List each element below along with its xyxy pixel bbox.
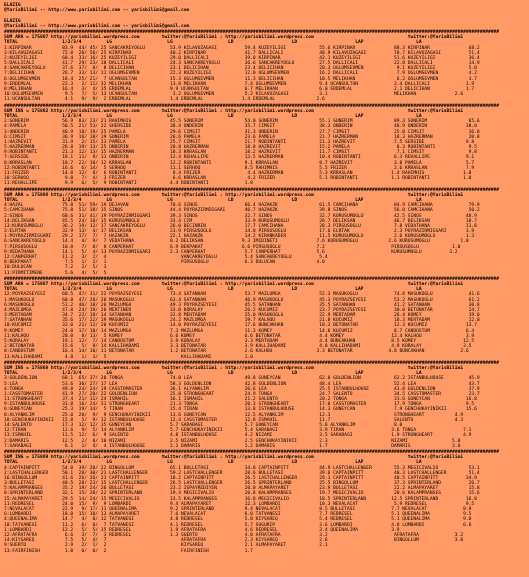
section-title: SUM INS = 175868 http://yarisbilimi.wordpress.com twitter:@YarisBilimi : http://yarisbilimi.wordpress.com twitter:@YarisBilimi — [4, 365, 464, 371]
table-row: 4:TONGA 49.0 24/ 24/ 19 CASSTOMASTER 36.1 ALYANKLIM 26.6 LEA 25.5 ISTANBULHOUSE 43.8 GOLDENLION 37.9 — [4, 386, 480, 392]
table-row: 2:DAMARIS 12.5 2/ 8/ 10 NIZAMI 2.5 NIZAMI 2.5 GENCHUKAYINIKII 2.3 NIZAMI 5.0 — [4, 438, 461, 444]
section-rule: ################################################################################################################################################################################### — [4, 360, 500, 366]
table-row: 8:SPRINTERLAND 32.1 15/ 20/ 22 SPRINTERLAND 19.4 MEGICIVALIO 20.8 KALAMPRANSES 19.7 MEGICIVALIO 20.6 KALAMPRANSES 15.6 — [4, 491, 480, 497]
section-columns: TOTAL 1/2/3/4 LG LG LD LD LAP LA — [4, 460, 422, 466]
table-row: 13:KALLIHADAMI 4.8 1/ 3/ 5 KALLIHADAMI 1.0 — [4, 354, 253, 360]
table-row: 11:KALHOU 20.0 8/ 13/ 5 KOMEY 6.6 KOMEY 6.6 BETONATAR 4.4 KOMEY 12.4 KALHOU 3.9 — [4, 333, 475, 339]
section-rule: ################################################################################################################################################################################### — [4, 103, 500, 109]
table-row: 2:SONERIM 56.9 83/ 23/ 21 RAHIMHIS 45.5 SONERIM 54.0 SONERIM 55.1 SONERIM 89.3 SONERIM 65.6 — [4, 119, 480, 125]
table-row: 10:SERHOQ 9.0 7/ 4/ 3 FRIZER 6.6 KRRASLAN 4.2 FRIZER 5.1 ROBINTANTI 1.1 ROBINTANTI 1.0 — [4, 176, 472, 182]
race-section — [4, 450, 525, 554]
table-row: 6:GUNEYCAN 25.3 19/ 14/ 5 TIRAN 15.4 TIRAN 13.8 ISTANBULHOUSE 14.3 GUNEYCAN 7.9 GENCHUKAYINIKII 15.6 — [4, 407, 477, 413]
table-row: 6:LOMBARDI 18.0 15/ 10/ 13 ALMAPAYARET 7.6 NEVALACAT 6.0 TATVANESI 7.7 REDRESEL 5.1 QUEENALIMA 9.5 — [4, 512, 472, 518]
table-row: 3:GOLDENLION 68.1 65/ 37/ 20 TONGA 74.0 LEA 49.8 GUNEYCAN 62.0 GOLDENLION 62.2 ISTANBULHOUSE 45.9 — [4, 376, 480, 382]
table-row: 5:KORALAY 19.1 12/ 7/ 14 CANDOSTUM 3.9 KORALAY 3.3 MERTADAM 4.4 BUNCAKHAN 8.5 KOMEY 12.5 — [4, 339, 475, 344]
table-row: 7:SERSIDE 18.1 11/ 9/ 11 ONDERIN 12.4 REHALLIPE 13.5 HAZRERMAN 10.4 ROBINTANTI 6.3 REHALLIPE 9.1 — [4, 155, 475, 161]
table-row: 7:NEVALACAT 22.9 9/ 17/ 11 QUEENALIMA 9.2 SPRINTERLAND 9.4 NEVALACAT 8.5 BULLETASI 7.7 NEVALACAT 8.9 — [4, 507, 472, 512]
section-rule: ################################################################################################################################################################################### — [4, 449, 500, 455]
table-row: 13:ISMAHIL 11.5 12/ 6/ 9 SALENTO 4.8 ISTANBULHOUSE 4.2 NIZAMI 3.5 SARABAGI 1.9 STRONGHEART 4.9 — [4, 433, 472, 439]
table-row: 3:MERTADAM 34.7 22/ 18/ 14 SATANHAN 32.8 MEHTADAM 25.0 MASUKOGLU 22.9 MERTADAM 26.4 KOMEY 19.0 — [4, 313, 480, 319]
table-row: 12:AFRATAFRA 6.6 3/ 7/ 3 REDRESEL 1.3 SUERTO 4.0 AFRATAFRA 3.2 AFRATAFRA 3.2 — [4, 532, 464, 538]
table-row: 4:MAZLUMGA 47.8 24/ 19/ 20 MERTINER 33.0 KORALAY 26.2 KUCUMIZ 23.7 POYRAZSEYESI 30.0 BETONATAR 24.7 — [4, 307, 480, 313]
table-row: 12:ROBINTANTI 16.6 6/ 14/ 5 SERHOQ 11.1 SERHOQ 8.5 RAHIMHIS 5.5 FRIZER 2.6 KRRASLAN 7.9 — [4, 165, 475, 171]
table-row: 11:PIRMITIMENE 5.6 4/ 5/ 5 — [4, 270, 107, 276]
section-columns: TOTAL 1/2/3/4 LG LG LD LD LAP LA — [4, 40, 422, 46]
table-row: 12:POYRAZSEYESI 68.5 47/ 31/ 22 POYRAZSEYESI 73.4 SATANHAN 53.7 MAZLUMGA 52.3 MASUKOGLU 74.8 MASUKOGLU 41.6 — [4, 292, 480, 298]
race-section — [4, 361, 525, 449]
table-row: 4:CAPTAINPITT 54.0 39/ 20/ 22 BINGOLLUM 65.1 BULLETASI 34.0 CAPTAINPITT 44.9 LASTCHALLENGER 55.3 MEGICIVALIO 53.1 — [4, 465, 480, 471]
table-row: 6:CIMSIT 36.9 16/ 18/ 19 SONERIM 26.6 PAMELA 23.6 PAMELA 21.7 HAZRERMAN 18.3 HAZRERMAN 20.8 — [4, 134, 480, 140]
section-columns: TOTAL 1/2/3/4 LG LG LD LD LAP LA — [4, 287, 422, 293]
table-row: 10:TATVANESI 11.2 6/ 8/ 7 TATVANESI 4.1 REDRESEL 5.7 SUGURIP 3.6 LOMBARDI 4.8 LOMBARDI 6.6 — [4, 522, 472, 528]
table-row: 14:KIYSAREQ 7.5 5/ 4/ 7 AFRATAFRA 2.3 KIYSAREQ 2.6 BINGOLLUM 3.0 — [4, 538, 464, 544]
table-row: 8:ALYANKLIM 25.0 20/ 9/ 9 GENCHUKAYINIKII 13.6 GUNEYCAN 12.5 ALYANKLIM 12.3 STRONGHEART 4.9 — [4, 412, 464, 418]
table-row: 4:QUEENALIMA 14.7 4/ 8/ 12 TATVANESI 4.8 REDRESEL 5.8 KIYSAREQ 5.4 REDRESEL 5.1 QUEENALIMA 9.0 — [4, 517, 472, 523]
table-row: 3:KILAVUZAGASI 72.8 20/ 56/ 25 KIRPINAR 40.2 KIRPINAR 41.7 DALLICALI 48.9 KILAVUZAGASI 78.7 KILAVUZAGASI 51.4 — [4, 50, 480, 56]
table-row: 9:KOMEY 24.0 17/ 10/ 14 MAZLUMGA 7.3 MAZLUMGA 11.3 KOMEY 14.6 KUCUMIZ 8.7 CANDOSTUM 6.4 — [4, 328, 475, 334]
table-row: 7:PIRSUSOGLU 10.8 7/ 8/ 8 CANPERHAT 6.9 BEKPAKAT 6.6 PIRSUSOGLU 7.2 PIRSUSOGLU 1.0 — [4, 244, 461, 250]
table-row: 1:KIRPINAR 83.9 44/ 45/ 25 SANCAKREYOGLU 53.9 KILAVUZAGASI 59.4 KUZEYILIGI 55.6 KIRPINAR 88.3 KIRPINAR 68.2 — [4, 45, 480, 51]
section-columns: TOTAL 1/2/3/4 LG LG LD LD LAP LA — [4, 371, 422, 377]
table-row: 12:CANPERHAT 11.2 3/ 2/ 4 VANCAKREYOGLU 5.4 SANCAKREYOGLU 5.4 — [4, 255, 328, 260]
table-row: 2:BETONATAR 15.6 5/ 8/ 14 KALLIHADAMI 3.3 BETONATAR 3.9 KALLIHADAMI 4.0 KALLIHADAMI 4.9 KORALAY 3.5 — [4, 344, 472, 350]
table-row: 9:ROBINTANTI 21.3 12/ 13/ 15 HAZRERMAN 18.3 KRRASLAN 18.2 HAZREVIT 11.7 CIMSIT 7.1 CIMSIT 9.8 — [4, 150, 477, 156]
table-row: 12:TIRAN 12.6 9/ 5/ 14 ALYANKLIM 5.7 GENCHUKAYINIKII 5.4 SARABAGI 3.9 TIRAN 3.6 TONGA 7.1 — [4, 428, 472, 434]
table-row: 7:SATANHAN 35.6 17/ 22/ 19 MASUKOGLU 24.2 MAZLUMGA 19.7 KALHOU 21.8 KUCUMIZ 18.3 MERTADAM 12.0 — [4, 318, 480, 324]
table-row: 5:KALAMPRANSES 35.2 19/ 24/ 26 BULLETASI 23.2 ISPAYREDIYEN 20.0 ALMAPAYARET 23.9 BULLETASI 22.2 ALMAPAYARET 15.8 — [4, 486, 480, 492]
table-row: 11:STRONGHEART 37.4 21/ 11/ 24 ISMAHIL 16.1 ISMAHIL 21.2 SALENTO 20.2 TONGA 31.6 GUNEYCAN 16.8 — [4, 397, 477, 403]
section-columns: TOTAL 1/2/3/4 LG LG LD LD LAP LA — [4, 113, 422, 119]
table-row: 15:ALMAPAYARET 29.5 14/ 24/ 15 MEGICIVALIO 13.5 KALAMPRANSES 16.8 MEGICIVALIO 18.5 SPRINTERLAND 12.5 SPRINTERLAND 16.8 — [4, 496, 477, 502]
table-row: 9:SUERTO 2.9 2/ 1/ 2 KIYSAREQ 2.1 ALMAPAYARET 2.1 — [4, 543, 328, 549]
table-row: 9:ERDEMLAL 22.3 2/ 11/ 32 MELIKHAN 13.8 MELIKHAN 7.4 OGLUMSEVMEN 9.4 UCANSULTAN 2.4 DALLICALI 1.9 — [4, 81, 475, 87]
section-rule: ################################################################################################################################################################################### — [4, 29, 500, 35]
table-row: 8:KRRASLAN 18.7 22/ 10/ 12 KRRASLAN 12.2 ROBINTANTI 9.1 KRRASLAN 8.7 HAZREVIT 3.8 PAMELA 5.7 — [4, 160, 475, 166]
table-row: 10:GENCHUKAYINIKII 15.8 5/ 9/ 12 ISTANBULHOUSE 12.4 CASSTOMASTER 12.8 ISMAHIL 11.7 SALENTO 4.3 — [4, 417, 464, 423]
header-contact: @YarisBilimi -- http://www.yarisbilimi.com -- yarisbilimi@gmail.com — [4, 8, 190, 14]
table-row: 9:ISTANBULHOUSE 31.8 16/ 24/ 31 STRONGHEART 21.3 TONGA 20.3 STRONGHEART 17.0 CASSTOMASTER 17.9 TONGA 9.5 — [4, 402, 475, 408]
table-row: 1:MASUKOGLU 60.0 47/ 28/ 20 MASUKOGLU 63.4 SATANHAN 46.9 MASUKOGLU 45.3 POYRAZSEYESI 53.2 MASUKOGLU 61.2 — [4, 297, 480, 303]
table-row: 11:UCANSULTAN 4.1 9/ 9/ 2 ERDEMLAL 1.4 ERDEMLAL 1.4 ERDEMLAL 2.6 — [4, 97, 325, 103]
table-row: 1:HAZREVIT 31.9 2/ 15/ 23 PAMELA 25.7 CIMSIT 21.7 ROBINTANTI 21.3 HAZREVIT 7.5 SERSIDE 9.8 — [4, 139, 475, 145]
section-title: SUM INS = 175862 http://yarisbilimi.wordpress.com twitter:@YarisBilimi : http://yarisbilimi.wordpress.com twitter:@YarisBilimi — [4, 108, 464, 114]
table-row: 5:HAZRERMAN 26.8 19/ 13/ 25 ONDERIN 20.8 HAZRERMAN 18.8 HAZREVIT 15.2 PAMELA 8.3 ROBINTANTI 9.5 — [4, 145, 477, 151]
section-title: SUM ARA = 175867 http://yarisbilimi.wordpress.com twitter:@YarisBilimi : http://yarisbilimi.wordpress.com twitter:@YarisBilimi — [4, 281, 464, 287]
table-row: 11:REHALLIPE 9.9 6/ 5/ 9 ROBINTANTI 4.4 ROBINTANTI 1.8 — [4, 181, 253, 187]
section-title: SUM ING = 175869 http://yarisbilimi.wordpress.com twitter:@YarisBilimi : http://yarisbilimi.wordpress.com twitter:@YarisBilimi — [4, 455, 464, 461]
table-row: 1:LOMBARDI 12.2 5/ 5/ 15 REDRESEL 1.9 AFRATAFRA 4.6 REDRESEL 3.4 QUEENALIMA 3.9 — [4, 527, 400, 533]
table-row: 16:BINGOLLUM 41.6 26/ 26/ 21 CAPTAINPITT 18.2 CAPTAINPITT 26.5 LASTCHALLENGER 29.1 CAPTAINPITT 40.5 CAPTAINPITT 34.9 — [4, 475, 477, 481]
table-row: 8:MELIKHAN 16.4 3/ 4/ 15 ERDEMLAL 9.9 UCANSULTAN 6.7 MELIKHAN 6.0 ERDEMLAL 2.1 DELICIHAN 1.7 — [4, 87, 475, 92]
header-city-2: ELAZIG — [4, 18, 21, 24]
table-row: 6:SANCAKREYOGLU 14.4 4/ 9/ 7 VEDATHANA 8.2 DELIKSAN 9.3 IMIDINETI 7.6 KURUSUMOGLU 2.6 KURUSUMOGLU 1.0 — [4, 239, 469, 245]
header-block — [4, 3, 525, 29]
table-row: 11:FRIZER 14.8 12/ 8/ 6 ROBINTANTI 8.4 FRIZER 4.4 HAZRERMAN 5.3 KRRASLAN 1.4 RAHIMHIS 1.0 — [4, 171, 472, 176]
table-row: 4:PAMELA 50.5 21/ 53/ 22 SHERSIDE 38.4 ONDERIN 35.7 CIMSIT 38.3 ONDERIN 48.9 ONDERIN 38.0 — [4, 124, 477, 130]
table-row: 2:KUZEYILIGI 60.4 33/ 16/ 25 KUZEYILIGI 29.0 DALLICALI 39.0 KIRPINAR 42.1 KUZEYILIGI 51.6 KUZEYILIGI 36.4 — [4, 55, 480, 61]
table-row: 8:CANDOSTUM 16.4 14/ 10/ 11 BETONATAR 1.2 BETONATAR 2.6 KALHOU 3.3 BETONATAR 4.8 BUNCAKHAN 2.6 — [4, 349, 469, 355]
race-section — [4, 188, 525, 276]
table-row: 7:DELICIHAN 26.7 33/ 13/ 11 OGLUMSEVMEN 22.3 KUZEYILIGI 12.0 OGLUMSEVMEN 16.2 DALLICALI 7.9 OGLUMSEVMEN 4.2 — [4, 71, 477, 77]
table-row: 5:CAMCIHANA 75.8 51/ 38/ 15 SINOS 44.4 POYRAZIRMIGGARI 46.7 HAZAKZK 39.8 SINOS 56.0 CAMCIHANA 50.2 — [4, 208, 480, 214]
header-city: ELAZIG — [4, 3, 21, 8]
table-row: 1:POYRAZIRMIGGARI 29.2 17/ 7/ 7 HAZAKZK 22.1 HAZAKZK 14.2 KIRANKADER 11.5 KURUSUMOGLU 2.6 KURUSUMOGLU 1.3 — [4, 234, 475, 240]
race-section — [4, 30, 525, 103]
table-row: 9:VEDATHANA 14.1 5/ 4/ 13 POYRAZIRMIGGARI 2.3 CANPERHAT 5.7 CANPERHAT 5.6 KURUSUMOGLU 3.2 — [4, 249, 458, 255]
table-row: 14:SALENTO 17.3 12/ 12/ 15 GUNEYCAN 5.7 SARABAGI 5.7 GUNEYCAN 5.6 ALYANKLIM 8.0 — [4, 423, 403, 428]
table-row: 6:MASUKOGLU 51.2 46/ 18/ 26 MAZLUMGA 49.3 POYRAZSEYESI 45.5 SATANHAN 35.5 SATANHAN 41.2 SATANHAN 30.8 — [4, 302, 480, 308]
table-row: 4:HAZAL 75.8 51/ 59/ 19 DEJAVAN 70.6 SINOS 66.4 HAZAKZK 61.5 CAMCIHANA 84.9 CAMCIHANA 79.9 — [4, 203, 480, 209]
table-row: 4:SANCAKREYOGLU 37.6 37/ 8/ 8 DELICIHAN 23.1 DELICIHAN 23.4 DELICIHAN 20.3 OGLUMSEVMEN 9.1 KUZEYILIGI 5.0 — [4, 66, 477, 72]
table-row: 1:CASSTOMASTER 41.9 27/ 20/ 22 GOLDENLION 25.8 STRONGHEART 24.9 TONGA 24.7 SALENTO 34.5 CASSTOMASTER 23.7 — [4, 391, 480, 397]
table-row: 10:KUCUMIZ 32.0 21/ 12/ 20 KUCUMIZ 14.0 POYRAZSEYESI 17.6 BUNCAKHAN 18.3 BETONATAR 12.3 KUCUMIZ 13.7 — [4, 323, 477, 329]
race-sections — [4, 30, 525, 554]
table-row: 2:SINOS 60.6 31/ 41/ 19 POYRAZIRMIGGARI 39.3 SINOS 32.7 SINOS 32.7 KURUSUMOGLU 42.5 SINOS 48.9 — [4, 213, 477, 219]
race-section — [4, 104, 525, 187]
table-row: 3:ELRTAK 32.9 13/ 4/ 17 DELIKSAN 23.9 PIRSUSOGLU 14.0 PIRSUSOGLU 17.6 ELRTAK 2.3 POYRAZIRMIGGARI 1.9 — [4, 229, 475, 235]
table-row: 14:DELIKSAN 45.5 24/ 18/ 15 KURUSUMOGLU 33.4 CIM 33.9 KURUSUMOGLU 28.7 DELIKSAN 46.7 DELIKSAN 18.7 — [4, 218, 477, 224]
header-contact-2: @YarisBilimi -- http://www.yarisbilimi.com -- yarisbilimi@gmail.com — [4, 23, 190, 29]
table-row: 2:LASTCHALLENGER 50.1 28/ 30/ 21 LASTCHALLENGER 59.2 LASTCHALLENGER 28.6 BULLETASI 39.6 CAPTAINPITT 40.3 LASTCHALLENGER 51.4 — [4, 470, 480, 476]
section-columns: TOTAL 1/2/3/4 LG LG LD LD LAP LA — [4, 197, 422, 203]
race-section — [4, 277, 525, 360]
table-row: 6:OGLUMSEVMEN 18.4 25/ 21/ 7 UCANSULTAN 15.3 OGLUMSEVMEN 11.3 DELICIHAN 10.5 MELIKHAN 6.2 OGLUMSEVMEN 3.7 — [4, 76, 477, 82]
section-rule: ################################################################################################################################################################################### — [4, 276, 500, 282]
table-row: 10:OGLUMSEVMEN 9.5 7/ 5/ 13 UCANSULTAN 3.2 OGLUMSEVMEN 5.2 KILAVUZAGASI 3.1 MELIKHAN 2.6 — [4, 92, 464, 98]
table-row: 7:SARABAGI 6.1 1/ 4/ 4 ISTANBULHOUSE 2.1 DAMARIS 1.2 DAMARIS 1.7 DAMARIS 3.0 — [4, 443, 461, 449]
table-row: 13:KURUSUMOGLU 36.2 19/ 12/ 17 SANCAKREYOGLU 26.0 BECINRIN 17.7 CAMCIHANA 28.3 PIRSUSOGLU 7.8 VEDATHANA 11.8 — [4, 223, 477, 229]
section-title: SUM ARA = 175867 http://yarisbilimi.wordpress.com twitter:@YarisBilimi : http://yarisbilimi.wordpress.com twitter:@YarisBilimi — [4, 35, 464, 41]
table-row: 3:BULLETASI 40.5 28/ 23/ 15 LASTCHALLENGER 26.5 LASTCHALLENGER 26.5 SPRINTERLAND 25.5 BINGOLLUM 37.3 SPRINTERLAND 26.7 — [4, 481, 480, 487]
table-row: 5:LEA 53.6 30/ 27/ 17 LEA 58.3 GOLDENLION 42.8 GOLDENLION 48.4 LEA 52.4 LEA 43.7 — [4, 381, 480, 387]
table-row: 8:BEKPAKAT 7.5 1/ 2/ 1 PIRSUSOGLU 6.3 DULUCAN 4.0 — [4, 260, 325, 266]
table-row: 5:DALLICALI 41.7 29/ 23/ 18 DALLICALI 24.3 SANCAKREYOGLU 36.6 SANCAKREYOGLU 27.5 DALLICALI 22.8 DALLICALI 14.9 — [4, 61, 480, 67]
section-title: SUM ARA = 175866 http://yarisbilimi.wordpress.com twitter:@YarisBilimi : http://yarisbilimi.wordpress.com twitter:@YarisBilimi — [4, 192, 464, 198]
table-row: 11:REDRESEL 24.0 15/ 9/ 9 LOMBARDI 9.4 ALMAPAYARET 12.3 LOMBARDI 10.3 NEVALACAT 5.9 REDRESEL 9.5 — [4, 501, 475, 507]
table-row: 3:ONDERIN 40.9 18/ 19/ 25 PAMELA 29.6 CIMSIT 31.3 ONDERIN 27.7 CIMSIT 25.0 CIMSIT 16.0 — [4, 129, 480, 135]
section-rule: ################################################################################################################################################################################### — [4, 187, 500, 193]
table-row: 13:FAIRFINISH 1.0 0/ 0/ 2 FAIRFINISH 1.7 — [4, 548, 253, 554]
table-row: 10:DULUCAN 7.2 2/ 5/ 3 — [4, 265, 107, 271]
